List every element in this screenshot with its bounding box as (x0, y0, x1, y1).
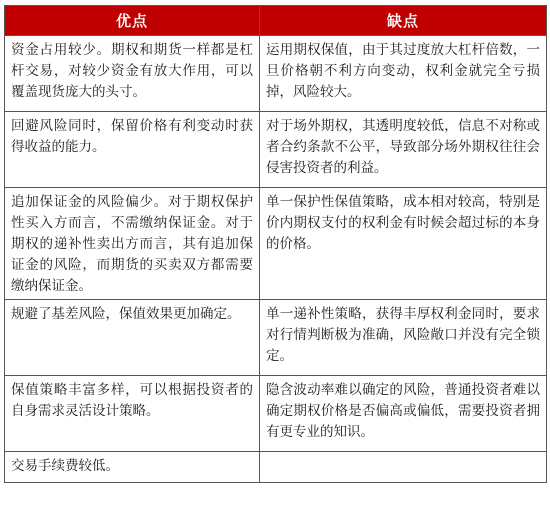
pros-header: 优点 (5, 6, 260, 36)
cons-header: 缺点 (260, 6, 547, 36)
con-cell: 单一保护性保值策略，成本相对较高，特别是价内期权支付的权利金有时候会超过标的本身的价格。 (260, 188, 547, 300)
con-cell: 对于场外期权，其透明度较低，信息不对称或者合约条款不公平，导致部分场外期权往往会侵害投资者的利益。 (260, 112, 547, 188)
con-cell: 单一递补性策略，获得丰厚权利金同时，要求对行情判断极为准确，风险敞口并没有完全锁定。 (260, 300, 547, 376)
con-cell: 运用期权保值，由于其过度放大杠杆倍数，一旦价格朝不利方向变动，权利金就完全亏损掉，风险较大。 (260, 36, 547, 112)
table-row (5, 188, 547, 300)
table-row (5, 36, 547, 112)
con-cell (260, 452, 547, 483)
table-row (5, 300, 547, 376)
table-row (5, 376, 547, 452)
table-row (5, 112, 547, 188)
pros-cons-table (4, 5, 547, 483)
pro-cell: 规避了基差风险，保值效果更加确定。 (5, 300, 260, 376)
table-row (5, 452, 547, 483)
pro-cell: 资金占用较少。期权和期货一样都是杠杆交易，对较少资金有放大作用，可以覆盖现货庞大的头寸。 (5, 36, 260, 112)
pro-cell: 交易手续费较低。 (5, 452, 260, 483)
con-cell: 隐含波动率难以确定的风险，普通投资者难以确定期权价格是否偏高或偏低，需要投资者拥有更专业的知识。 (260, 376, 547, 452)
pro-cell: 保值策略丰富多样，可以根据投资者的自身需求灵活设计策略。 (5, 376, 260, 452)
header-row (5, 6, 547, 36)
pro-cell: 追加保证金的风险偏少。对于期权保护性买入方而言，不需缴纳保证金。对于期权的递补性卖出方而言，其有追加保证金的风险，而期货的买卖双方都需要缴纳保证金。 (5, 188, 260, 300)
pro-cell: 回避风险同时，保留价格有利变动时获得收益的能力。 (5, 112, 260, 188)
